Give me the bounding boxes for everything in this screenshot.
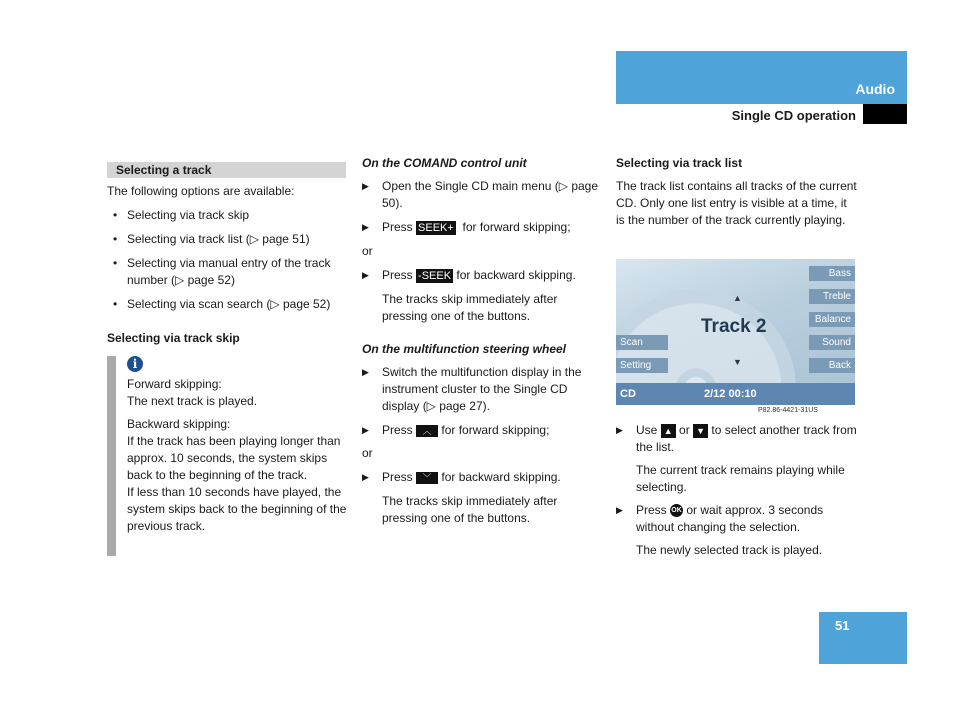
options-intro: The following options are available:	[107, 184, 295, 198]
cd-display-screenshot	[616, 259, 855, 405]
forward-skip-title: Forward skipping:	[127, 377, 222, 391]
ok-key-icon: OK	[670, 504, 683, 517]
step-arrow-icon: ▶	[362, 222, 369, 232]
selected-track-result: The newly selected track is played.	[636, 543, 823, 557]
info-note	[107, 356, 347, 556]
seek-forward-key-icon: SEEK+	[418, 222, 454, 234]
balance-softkey: Balance	[809, 312, 855, 327]
step-arrow-icon: ▶	[362, 367, 369, 377]
source-label: CD	[620, 388, 636, 400]
backward-skip-text-1: If the track has been playing longer than approx. 10 seconds, the system skips back to the beginning of the track.	[127, 434, 341, 482]
list-item: • Selecting via manual entry of the track number (▷ page 52)	[107, 255, 346, 289]
down-arrow-icon: ▼	[733, 357, 742, 367]
track-display: Track 2	[701, 316, 767, 337]
track-skip-subheading: Selecting via track skip	[107, 331, 240, 345]
step-switch-display: ▶ Switch the multifunction display in the instrument cluster to the Single CD display (▷ page 27).	[362, 365, 582, 413]
bass-softkey: Bass	[809, 266, 855, 281]
page-number: 51	[835, 618, 850, 633]
step-arrow-icon: ▶	[362, 472, 369, 482]
step-wheel-forward: ▶ Press ︿ for forward skipping;	[362, 423, 550, 437]
chapter-title: Audio	[855, 81, 895, 97]
step-seek-forward: ▶ Press SEEK+ for forward skipping;	[362, 220, 571, 234]
figure-reference-code: P82.86-4421-31US	[758, 407, 818, 414]
step-arrow-icon: ▶	[616, 425, 623, 435]
wheel-up-key-icon: ︿	[416, 425, 438, 437]
up-key-icon: ▲	[661, 424, 676, 438]
track-list-heading: Selecting via track list	[616, 156, 743, 170]
down-key-icon: ▼	[693, 424, 708, 438]
treble-softkey: Treble	[809, 289, 855, 304]
wheel-down-key-icon: ﹀	[416, 472, 438, 484]
selecting-track-heading: Selecting a track	[107, 162, 346, 178]
steering-wheel-heading: On the multifunction steering wheel	[362, 342, 567, 356]
step-use-arrows: ▶ Use ▲ or ▼ to select another track from the list.	[616, 423, 857, 454]
step-press-ok: ▶ Press OK or wait approx. 3 seconds without changing the selection.	[616, 503, 824, 534]
status-bar	[616, 383, 855, 405]
track-list-intro: The track list contains all tracks of the current CD. Only one list entry is visible at a time, it is the number of the track currently playing.	[616, 179, 857, 227]
track-time-label: 2/12 00:10	[704, 388, 757, 400]
seek-backward-key-icon: -SEEK	[418, 270, 452, 282]
scan-softkey: Scan	[616, 335, 668, 350]
current-track-note: The current track remains playing while selecting.	[636, 463, 845, 494]
middle-column	[362, 155, 604, 527]
comand-heading: On the COMAND control unit	[362, 156, 527, 170]
or-text: or	[362, 446, 373, 460]
right-steps	[616, 422, 858, 559]
step-seek-backward: ▶ Press -SEEK for backward skipping.	[362, 268, 576, 282]
skip-result-2: The tracks skip immediately after pressing one of the buttons.	[382, 494, 558, 525]
back-softkey: Back	[809, 358, 855, 373]
step-arrow-icon: ▶	[616, 505, 623, 515]
backward-skip-title: Backward skipping:	[127, 417, 231, 431]
forward-skip-text: The next track is played.	[127, 394, 258, 408]
page-number-box	[819, 612, 907, 664]
step-wheel-backward: ▶ Press ﹀ for backward skipping.	[362, 470, 561, 484]
sound-softkey: Sound	[809, 335, 855, 350]
list-item: • Selecting via track list (▷ page 51)	[107, 231, 346, 248]
note-sidebar	[107, 356, 116, 556]
step-arrow-icon: ▶	[362, 270, 369, 280]
list-item: • Selecting via scan search (▷ page 52)	[107, 296, 346, 313]
step-arrow-icon: ▶	[362, 425, 369, 435]
setting-softkey: Setting	[616, 358, 668, 373]
section-title: Single CD operation	[731, 108, 856, 123]
list-item: • Selecting via track skip	[107, 207, 346, 224]
backward-skip-text-2: If less than 10 seconds have played, the system skips back to the beginning of the previous track.	[127, 485, 347, 533]
info-icon: i	[127, 356, 143, 372]
left-column	[107, 162, 346, 347]
step-open-menu: ▶ Open the Single CD main menu (▷ page 50).	[362, 179, 599, 210]
note-body	[127, 356, 349, 535]
skip-result: The tracks skip immediately after pressing one of the buttons.	[382, 292, 558, 323]
step-arrow-icon: ▶	[362, 181, 369, 191]
chapter-banner	[616, 51, 907, 104]
right-column	[616, 155, 858, 229]
section-tab-marker	[863, 104, 907, 124]
or-text: or	[362, 244, 373, 258]
options-list	[107, 207, 346, 313]
up-arrow-icon: ▲	[733, 293, 742, 303]
